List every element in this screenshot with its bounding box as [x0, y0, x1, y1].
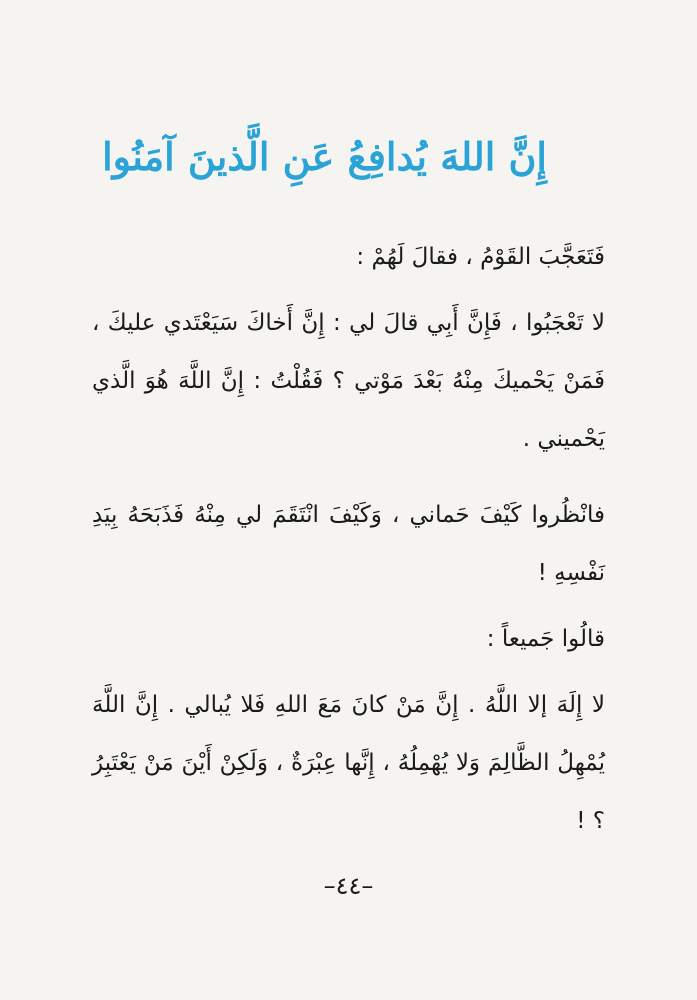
paragraph-4: قالُوا جَميعاً : — [486, 626, 605, 652]
paragraph-3: فانْظُروا كَيْفَ حَماني ، وَكَيْفَ انْتَقَمَ لي مِنْهُ فَذَبَحَهُ بِيَدِ نَفْسِهِ ! — [92, 502, 605, 586]
page-number: –٤٤– — [323, 872, 374, 900]
paragraph-2: لا تَعْجَبُوا ، فَإِنَّ أَبِي قالَ لي : إِنَّ أَخاكَ سَيَعْتَدي عليكَ ، فَمَنْ يَحْميكَ مِنْهُ بَعْدَ مَوْتي ؟ فَقُلْتُ : إِنَّ اللَّهَ هُوَ الَّذي يَحْميني . — [92, 310, 605, 452]
chapter-title: إِنَّ اللهَ يُدافِعُ عَنِ الَّذينَ آمَنُوا — [102, 134, 547, 179]
paragraph-1: فَتَعَجَّبَ القَوْمُ ، فقالَ لَهُمْ : — [356, 244, 605, 270]
paragraph-5: لا إِلَهَ إلا اللَّهُ . إِنَّ مَنْ كانَ مَعَ اللهِ فَلا يُبالي . إِنَّ اللَّهَ يُمْهِلُ الظَّالِمَ وَلا يُهْمِلُهُ ، إِنَّها عِبْرَةٌ ، وَلَكِنْ أَيْنَ مَنْ يَعْتَبِرُ ؟ ! — [92, 692, 605, 834]
page-body — [92, 228, 605, 850]
